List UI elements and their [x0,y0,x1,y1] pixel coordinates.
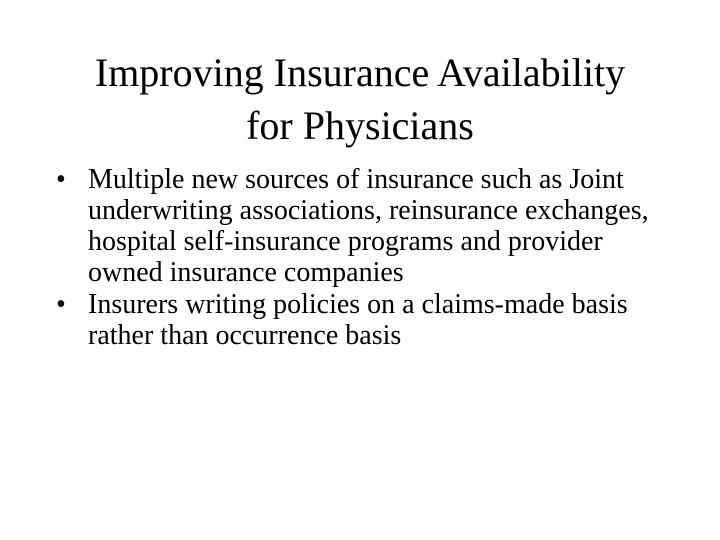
bullet-icon: • [56,289,66,320]
bullet-list [56,164,680,351]
bullet-text-1: Multiple new sources of insurance such as Joint underwriting associations, reinsurance exchanges, hospital self-insurance programs and provider owned insurance companies [88,164,649,288]
bullet-item-2 [56,289,680,351]
slide-title-line-1: Improving Insurance Availability [94,50,626,95]
bullet-item-1 [56,164,680,288]
bullet-icon: • [56,164,66,195]
slide-title-line-2: for Physicians [246,103,474,148]
slide-title [36,46,684,152]
bullet-text-2: Insurers writing policies on a claims-made basis rather than occurrence basis [88,289,628,351]
